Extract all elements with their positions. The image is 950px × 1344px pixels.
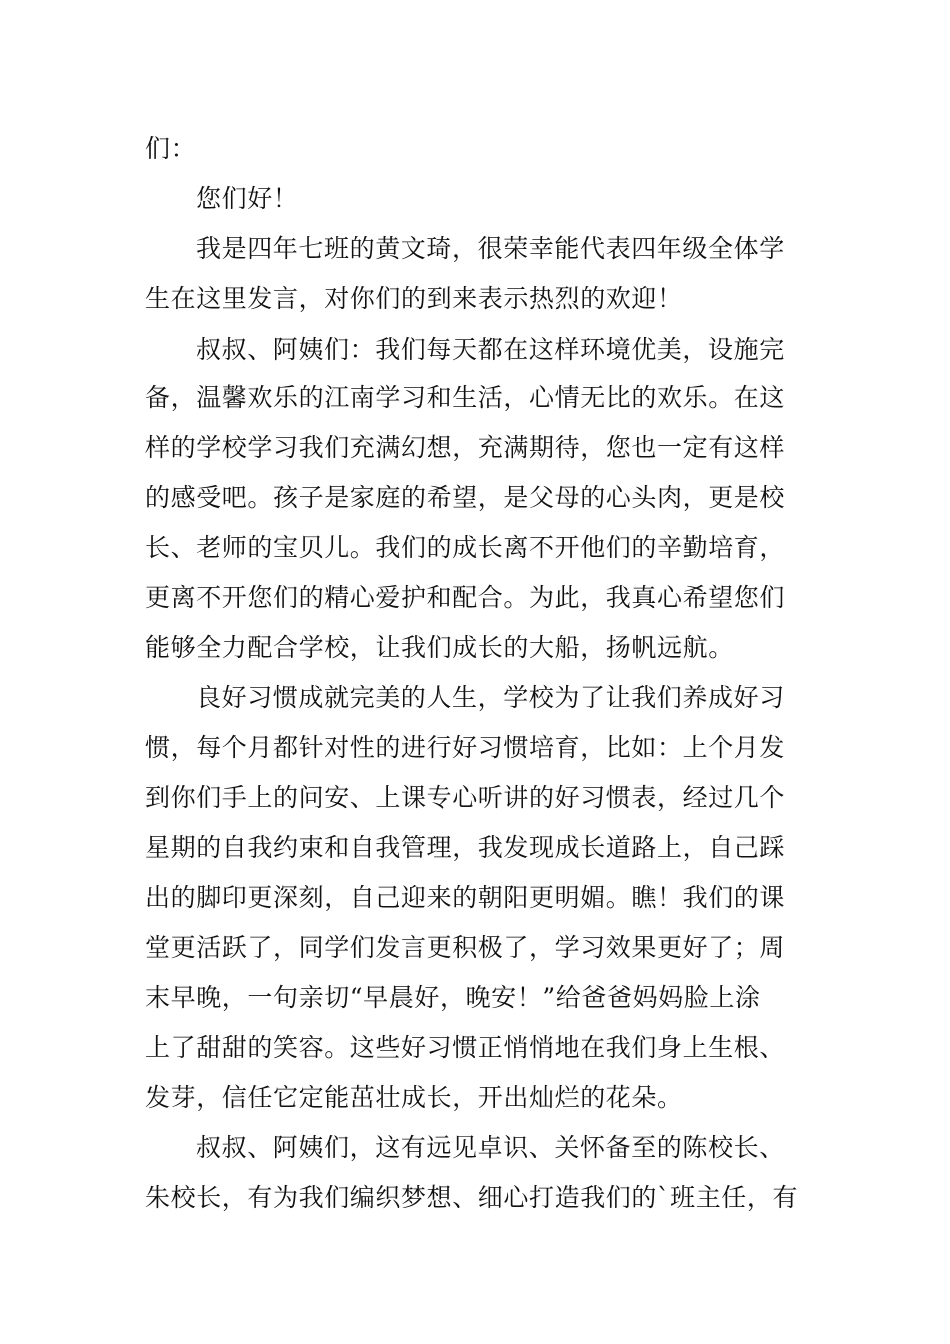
paragraph-2-line-7: 能够全力配合学校，让我们成长的大船，扬帆远航。	[145, 633, 734, 662]
paragraph-3-line-2: 惯，每个月都针对性的进行好习惯培育，比如：上个月发	[145, 733, 786, 762]
text-line: 们：	[145, 134, 197, 163]
paragraph-3-line-1: 良好习惯成就完美的人生，学校为了让我们养成好习	[196, 683, 785, 712]
paragraph-3-line-5: 出的脚印更深刻，自己迎来的朝阳更明媚。瞧！我们的课	[145, 883, 786, 912]
paragraph-3-line-7: 末早晚，一句亲切“早晨好，晚安！”给爸爸妈妈脸上涂	[145, 983, 761, 1012]
paragraph-3-line-6: 堂更活跃了，同学们发言更积极了，学习效果更好了；周	[145, 933, 786, 962]
paragraph-2-line-1: 叔叔、阿姨们：我们每天都在这样环境优美，设施完	[196, 335, 785, 364]
paragraph-4-line-1: 叔叔、阿姨们，这有远见卓识、关怀备至的陈校长、	[196, 1133, 785, 1162]
paragraph-4-line-2: 朱校长，有为我们编织梦想、细心打造我们的`班主任，有	[145, 1183, 799, 1212]
paragraph-2-line-5: 长、老师的宝贝儿。我们的成长离不开他们的辛勤培育，	[145, 533, 786, 562]
paragraph-3-line-3: 到你们手上的问安、上课专心听讲的好习惯表，经过几个	[145, 783, 786, 812]
paragraph-3-line-8: 上了甜甜的笑容。这些好习惯正悄悄地在我们身上生根、	[145, 1033, 786, 1062]
paragraph-3-line-9: 发芽，信任它定能茁壮成长，开出灿烂的花朵。	[145, 1083, 683, 1112]
paragraph-1-line-1: 我是四年七班的黄文琦，很荣幸能代表四年级全体学	[196, 234, 785, 263]
paragraph-2-line-4: 的感受吧。孩子是家庭的希望，是父母的心头肉，更是校	[145, 483, 786, 512]
greeting-line: 您们好！	[196, 184, 299, 213]
paragraph-2-line-2: 备，温馨欢乐的江南学习和生活，心情无比的欢乐。在这	[145, 383, 786, 412]
paragraph-2-line-6: 更离不开您们的精心爱护和配合。为此，我真心希望您们	[145, 583, 786, 612]
paragraph-1-line-2: 生在这里发言，对你们的到来表示热烈的欢迎！	[145, 284, 683, 313]
paragraph-2-line-3: 样的学校学习我们充满幻想，充满期待，您也一定有这样	[145, 433, 786, 462]
paragraph-3-line-4: 星期的自我约束和自我管理，我发现成长道路上，自己踩	[145, 833, 786, 862]
